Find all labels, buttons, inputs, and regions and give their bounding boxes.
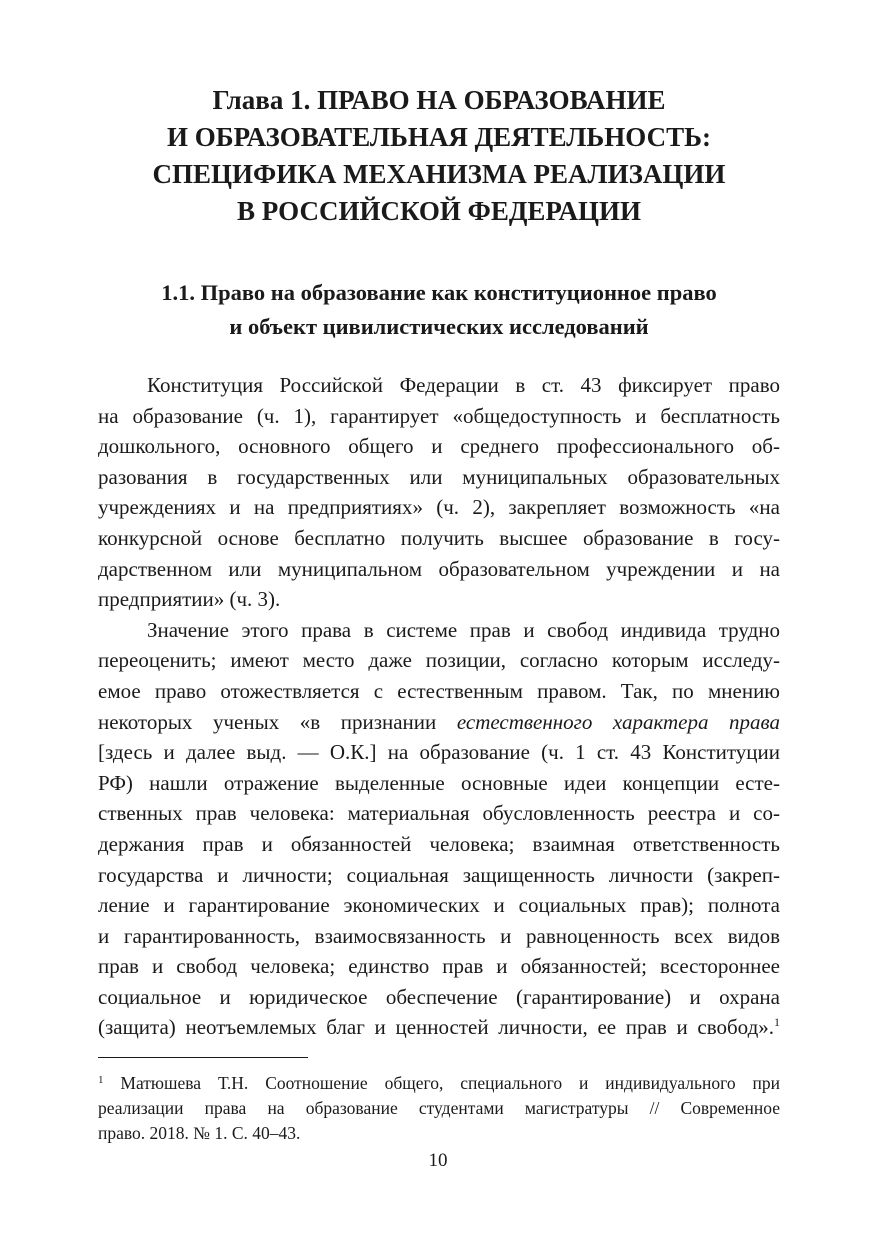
text-line: емое право отожествляется с естественным правом. Так, по мнению <box>98 678 780 703</box>
text-line: и гарантированность, взаимосвязанность и равноценность всех видов <box>98 923 780 948</box>
chapter-title-line: СПЕЦИФИКА МЕХАНИЗМА РЕАЛИЗАЦИИ <box>152 159 726 189</box>
footnote-line: право. 2018. № 1. С. 40–43. <box>98 1123 301 1143</box>
body-text <box>98 370 780 1043</box>
text-line: переоценить; имеют место даже позиции, согласно которым исследу- <box>98 648 780 673</box>
text-line: на образование (ч. 1), гарантирует «общедоступность и бесплатность <box>98 403 780 428</box>
text-line: социальное и юридическое обеспечение (гарантирование) и охрана <box>98 984 780 1009</box>
paragraph-significance <box>98 615 780 1043</box>
text-line: [здесь и далее выд. — О.К.] на образование (ч. 1 ст. 43 Конституции <box>98 740 780 765</box>
text-line: учреждениях и на предприятиях» (ч. 2), закрепляет возможность «на <box>98 495 780 520</box>
text-line: предприятии» (ч. 3). <box>98 587 281 612</box>
footnote <box>98 1071 780 1146</box>
text-segment: некоторых ученых «в признании <box>98 709 457 734</box>
text-line <box>98 707 780 738</box>
chapter-title-line: Глава 1. ПРАВО НА ОБРАЗОВАНИЕ <box>212 85 666 115</box>
section-title-line: и объект цивилистических исследований <box>229 314 649 339</box>
section-title <box>98 276 780 344</box>
chapter-title-line: И ОБРАЗОВАТЕЛЬНАЯ ДЕЯТЕЛЬНОСТЬ: <box>167 122 711 152</box>
chapter-title <box>98 82 780 230</box>
text-line: Конституция Российской Федерации в ст. 43 фиксирует право <box>147 373 780 397</box>
section-title-line: 1.1. Право на образование как конституционное право <box>161 280 717 305</box>
text-line: дарственном или муниципальном образовательном учреждении и на <box>98 556 780 581</box>
footnote-line <box>98 1071 780 1096</box>
footnote-text: Матюшева Т.Н. Соотношение общего, специального и индивидуального при <box>103 1073 780 1093</box>
paragraph-constitution <box>98 370 780 615</box>
text-line: РФ) нашли отражение выделенные основные идеи концепции есте- <box>98 770 780 795</box>
text-segment: (защита) неотъемлемых благ и ценностей личности, ее прав и свобод». <box>98 1015 774 1040</box>
footnote-divider <box>98 1057 308 1058</box>
page-number: 10 <box>428 1150 448 1171</box>
text-line: Значение этого права в системе прав и свобод индивида трудно <box>147 617 780 642</box>
text-line: прав и свобод человека; единство прав и обязанностей; всестороннее <box>98 954 780 979</box>
page-content <box>98 82 780 1043</box>
text-line: ление и гарантирование экономических и социальных прав); полнота <box>98 893 780 918</box>
text-line: держания прав и обязанностей человека; взаимная ответственность <box>98 831 780 856</box>
text-line: государства и личности; социальная защищенность личности (закреп- <box>98 862 780 887</box>
text-line: дошкольного, основного общего и среднего профессионального об- <box>98 434 780 459</box>
text-line: разования в государственных или муниципальных образовательных <box>98 464 780 489</box>
chapter-title-line: В РОССИЙСКОЙ ФЕДЕРАЦИИ <box>237 196 641 226</box>
emphasized-text: естественного характера права <box>456 709 781 734</box>
text-line: ственных прав человека: материальная обусловленность реестра и со- <box>98 801 780 826</box>
footnote-line: реализации права на образование студентами магистратуры // Современное <box>98 1098 780 1118</box>
footnote-marker: 1 <box>98 1074 104 1086</box>
footnote-reference[interactable]: 1 <box>774 1015 780 1030</box>
text-line: конкурсной основе бесплатно получить высшее образование в госу- <box>98 525 780 550</box>
text-line <box>98 1012 780 1043</box>
